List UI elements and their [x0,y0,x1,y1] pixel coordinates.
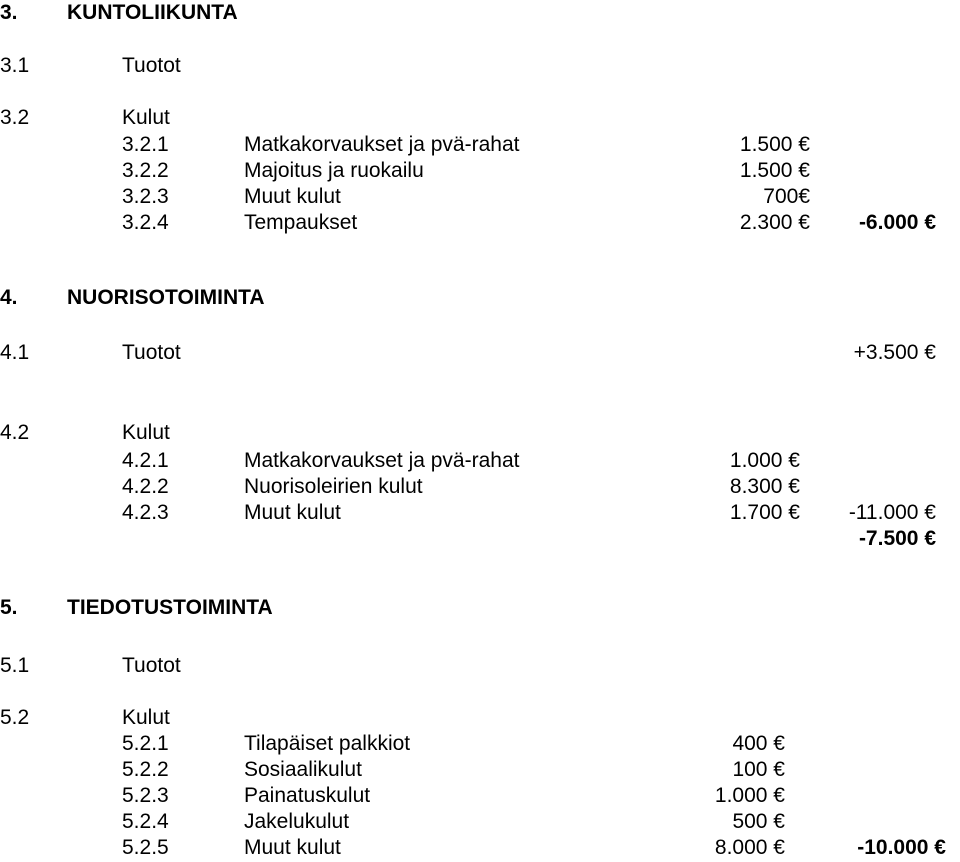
line-item-amount: 1.000 € [714,784,785,807]
line-item-number: 3.2.4 [122,211,169,234]
line-item-amount: 1.000 € [729,449,800,472]
expenses-number: 3.2 [0,106,30,129]
line-item-amount: 2.300 € [739,211,810,234]
income-amount: +3.500 € [853,341,936,364]
line-item-number: 3.2.2 [122,159,169,182]
line-item-number: 5.2.5 [122,836,169,859]
expenses-total: -11.000 € [848,501,936,524]
section-title: KUNTOLIIKUNTA [67,1,238,24]
section-number: 3. [0,1,18,24]
line-item-number: 3.2.1 [122,133,169,156]
line-item-amount: 400 € [732,732,785,755]
expenses-label: Kulut [122,106,170,129]
line-item-amount: 8.300 € [729,475,800,498]
expenses-total: -6.000 € [858,211,936,234]
line-item-number: 4.2.2 [122,475,169,498]
line-item-amount: 8.000 € [714,836,785,859]
line-item-label: Painatuskulut [244,784,371,807]
expenses-number: 5.2 [0,706,30,729]
section-net-total: -7.500 € [858,527,936,550]
section-number: 5. [0,596,18,619]
line-item-amount: 500 € [732,810,785,833]
income-number: 3.1 [0,54,30,77]
line-item-number: 4.2.3 [122,501,169,524]
section-number: 4. [0,286,18,309]
line-item-amount: 700€ [763,185,810,208]
line-item-label: Matkakorvaukset ja pvä-rahat [244,449,520,472]
line-item-label: Tempaukset [244,211,358,234]
income-number: 5.1 [0,654,30,677]
line-item-label: Muut kulut [244,185,341,208]
line-item-label: Muut kulut [244,501,341,524]
line-item-label: Nuorisoleirien kulut [244,475,423,498]
expenses-number: 4.2 [0,421,30,444]
line-item-number: 5.2.4 [122,810,169,833]
line-item-label: Majoitus ja ruokailu [244,159,424,182]
line-item-number: 3.2.3 [122,185,169,208]
expenses-label: Kulut [122,421,170,444]
expenses-total: -10.000 € [857,836,946,859]
line-item-amount: 1.500 € [739,159,810,182]
section-title: TIEDOTUSTOIMINTA [67,596,273,619]
income-number: 4.1 [0,341,30,364]
line-item-amount: 1.500 € [739,133,810,156]
line-item-label: Matkakorvaukset ja pvä-rahat [244,133,520,156]
line-item-label: Muut kulut [244,836,341,859]
line-item-number: 4.2.1 [122,449,169,472]
expenses-label: Kulut [122,706,170,729]
line-item-amount: 100 € [732,758,785,781]
income-label: Tuotot [122,654,181,677]
line-item-number: 5.2.3 [122,784,169,807]
line-item-amount: 1.700 € [729,501,800,524]
section-title: NUORISOTOIMINTA [67,286,265,309]
income-label: Tuotot [122,54,181,77]
income-label: Tuotot [122,341,181,364]
line-item-number: 5.2.2 [122,758,169,781]
line-item-number: 5.2.1 [122,732,169,755]
line-item-label: Jakelukulut [244,810,350,833]
line-item-label: Tilapäiset palkkiot [244,732,411,755]
line-item-label: Sosiaalikulut [244,758,362,781]
